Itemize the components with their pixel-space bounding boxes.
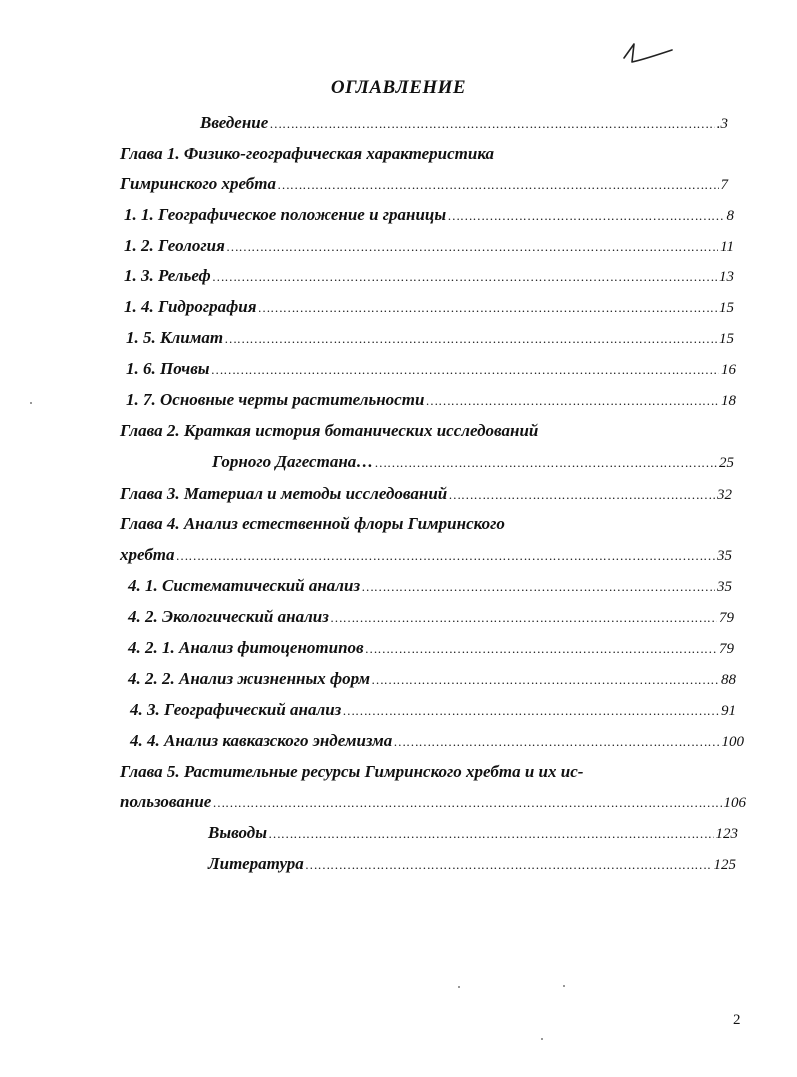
toc-entry-title: хребта	[120, 545, 175, 564]
toc-dot-leader	[343, 703, 719, 719]
toc-entry-page: .3	[716, 116, 728, 132]
toc-entry-page: 15	[719, 331, 734, 347]
toc-entry-title: 4. 1. Систематический анализ	[128, 576, 361, 595]
scan-speck	[458, 986, 460, 988]
toc-entry-title: Литература	[208, 854, 304, 873]
toc-entry-literature	[208, 854, 736, 878]
toc-entry-title: 4. 3. Географический анализ	[130, 700, 342, 719]
toc-entry-chapter-5	[120, 792, 746, 816]
toc-dot-leader	[426, 393, 719, 409]
toc-entry-page: 7	[720, 177, 728, 193]
toc-dot-leader	[306, 857, 712, 873]
toc-dot-leader	[225, 331, 717, 347]
scan-speck	[563, 985, 565, 987]
toc-dot-leader	[394, 734, 719, 750]
toc-entry-page: 11	[720, 239, 734, 255]
toc-entry-4-4	[130, 731, 744, 755]
toc-entry-page: 13	[719, 269, 734, 285]
toc-dot-leader	[213, 795, 721, 811]
toc-entry-page: 91	[721, 703, 736, 719]
toc-dot-leader	[449, 487, 715, 503]
toc-chapter-1-title: Глава 1. Физико-географическая характеристика	[120, 144, 495, 163]
toc-entry-chapter-4	[120, 545, 732, 569]
scan-speck	[541, 1038, 543, 1040]
toc-entry-title: 1. 3. Рельеф	[124, 266, 211, 285]
toc-entry-title: Глава 3. Материал и методы исследований	[120, 484, 448, 503]
toc-entry-title: 4. 2. 2. Анализ жизненных форм	[128, 669, 370, 688]
toc-dot-leader	[448, 208, 724, 224]
toc-dot-leader	[213, 269, 717, 285]
toc-entry-title: 1. 5. Климат	[126, 328, 224, 347]
toc-chapter-2-title: Глава 2. Краткая история ботанических исследований	[120, 421, 539, 440]
handwritten-page-mark	[620, 38, 680, 73]
toc-entry-page: 32	[717, 487, 732, 503]
toc-entry-page: 100	[721, 734, 744, 750]
toc-entry-1-3	[124, 266, 734, 290]
toc-entry-4-1	[128, 576, 732, 600]
toc-entry-title: 4. 2. Экологический анализ	[128, 607, 329, 626]
toc-dot-leader	[212, 362, 719, 378]
toc-entry-1-4	[124, 297, 734, 321]
toc-entry-page: 79	[719, 610, 734, 626]
toc-entry-page: 16	[721, 362, 736, 378]
toc-entry-intro	[200, 113, 728, 137]
toc-entry-title: 1. 1. Географическое положение и границы	[124, 205, 447, 224]
toc-dot-leader	[331, 610, 717, 626]
toc-entry-4-2	[128, 607, 734, 631]
toc-entry-title: 1. 4. Гидрография	[124, 297, 257, 316]
toc-entry-4-2-2	[128, 669, 736, 693]
toc-dot-leader	[278, 177, 718, 193]
toc-dot-leader	[375, 455, 717, 471]
toc-entry-page: 35	[717, 579, 732, 595]
toc-entry-page: 88	[721, 672, 736, 688]
toc-dot-leader	[366, 641, 717, 657]
toc-dot-leader	[227, 239, 718, 255]
toc-entry-page: 15	[719, 300, 734, 316]
toc-entry-title: Горного Дагестана…	[212, 452, 374, 471]
toc-entry-page: 18	[721, 393, 736, 409]
toc-entry-title: 1. 7. Основные черты растительности	[126, 390, 425, 409]
toc-entry-1-5	[126, 328, 734, 352]
toc-entry-title: Гимринского хребта	[120, 174, 277, 193]
toc-entry-conclusions	[208, 823, 738, 847]
toc-entry-1-7	[126, 390, 736, 414]
toc-entry-1-1	[124, 205, 734, 229]
toc-entry-title: 4. 4. Анализ кавказского эндемизма	[130, 731, 393, 750]
toc-dot-leader	[269, 826, 713, 842]
toc-dot-leader	[362, 579, 715, 595]
toc-entry-title: 1. 2. Геология	[124, 236, 225, 255]
toc-entry-page: 106	[723, 795, 746, 811]
toc-entry-chapter-1	[120, 174, 728, 198]
toc-entry-page: 125	[713, 857, 736, 873]
toc-entry-title: 4. 2. 1. Анализ фитоценотипов	[128, 638, 364, 657]
toc-entry-4-3	[130, 700, 736, 724]
toc-entry-page: 79	[719, 641, 734, 657]
toc-entry-page: 8	[726, 208, 734, 224]
toc-dot-leader	[372, 672, 719, 688]
toc-entry-title: Выводы	[208, 823, 268, 842]
toc-entry-page: 123	[715, 826, 738, 842]
toc-dot-leader	[259, 300, 718, 316]
page-number: 2	[733, 1012, 741, 1028]
page-title: ОГЛАВЛЕНИЕ	[330, 77, 467, 98]
toc-entry-4-2-1	[128, 638, 734, 662]
scan-speck	[30, 402, 32, 404]
toc-dot-leader	[177, 548, 715, 564]
toc-dot-leader	[270, 116, 714, 132]
toc-entry-title: 1. 6. Почвы	[126, 359, 210, 378]
toc-entry-chapter-2	[212, 452, 734, 476]
toc-entry-title: пользование	[120, 792, 212, 811]
toc-entry-title: Введение	[200, 113, 269, 132]
toc-entry-chapter-3	[120, 484, 732, 508]
toc-entry-1-6	[126, 359, 736, 383]
toc-chapter-5-title: Глава 5. Растительные ресурсы Гимринского хребта и их ис-	[120, 762, 584, 781]
toc-entry-page: 25	[719, 455, 734, 471]
toc-chapter-4-title: Глава 4. Анализ естественной флоры Гимринского	[120, 514, 505, 533]
toc-entry-page: 35	[717, 548, 732, 564]
toc-entry-1-2	[124, 236, 734, 260]
